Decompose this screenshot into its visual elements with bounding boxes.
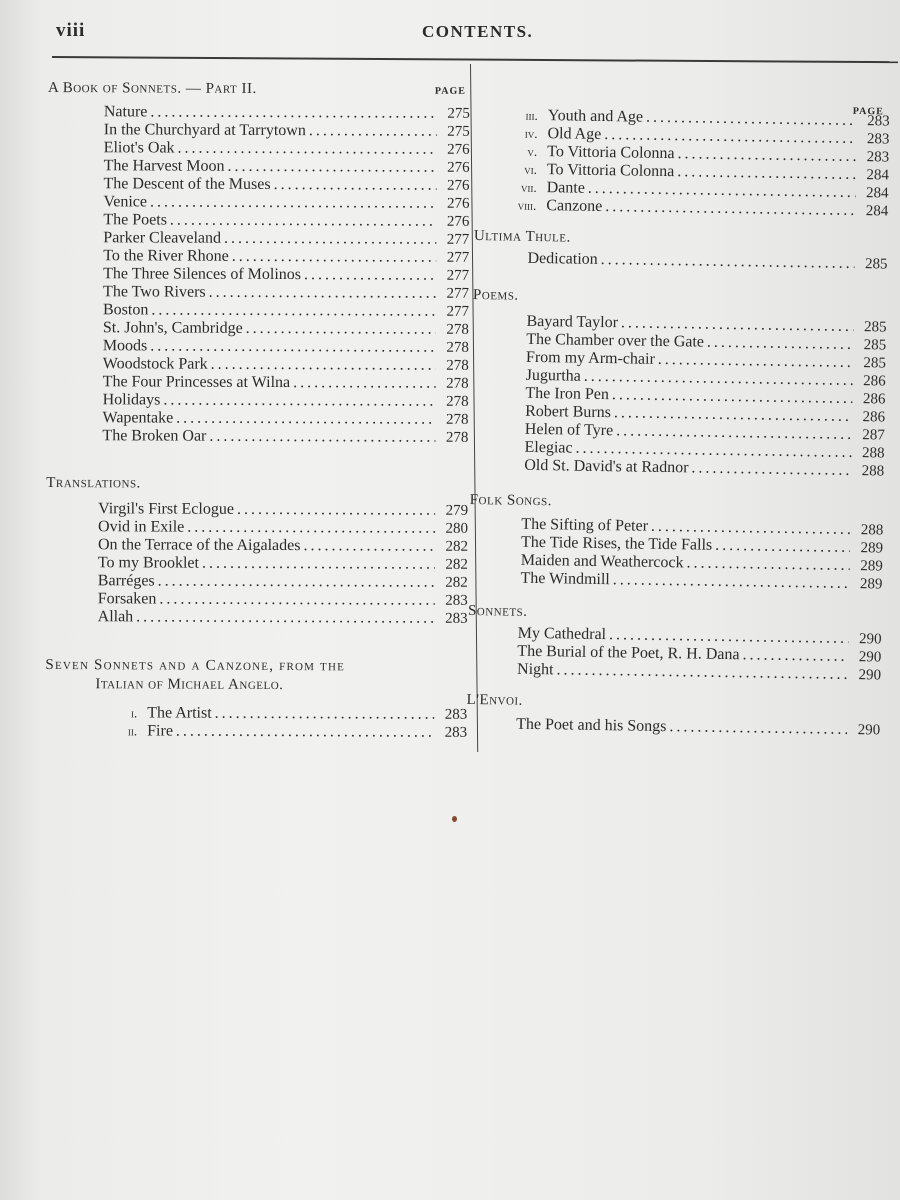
entry-list [45,704,467,742]
dot-leader [232,248,437,267]
toc-entry [516,716,880,740]
entry-list [470,312,886,480]
entry-numeral: i. [130,705,138,721]
entry-page: 282 [445,574,468,591]
entry-title: Jugurtha [525,366,581,385]
entry-numeral: vi. [524,161,538,177]
entry-page: 276 [446,195,470,212]
entry-title: Virgil's First Eclogue [98,500,235,518]
dot-leader [178,140,437,159]
toc-entry [103,193,469,213]
dot-leader [707,334,854,354]
right-column [466,102,890,739]
toc-entry [527,250,887,274]
entry-title: From my Arm-chair [525,348,655,368]
entry-page: 283 [444,706,468,723]
dot-leader [170,212,437,231]
entry-title: Canzone [546,197,603,215]
entry-title: Youth and Age [547,107,644,126]
entry-title: The Chamber over the Gate [526,330,705,351]
entry-numeral: iii. [525,107,538,123]
section-ultima-thule [473,228,888,273]
entry-title: Parker Cleaveland [103,229,222,247]
entry-title: The Descent of the Muses [103,175,271,193]
dot-leader [163,392,435,411]
entry-page: 275 [447,105,470,122]
toc-entry [98,608,468,628]
entry-page: 283 [867,113,890,130]
entry-numeral: viii. [517,197,537,213]
entry-title: Old Age [547,125,602,143]
entry-page: 276 [447,177,470,194]
toc-entry [101,704,467,724]
entry-page: 276 [446,213,470,230]
entry-page: 275 [447,123,470,140]
dot-leader [151,301,436,320]
entry-title: Allah [97,608,134,626]
entry-page: 284 [865,203,889,220]
section-heading: L'Envoi. [466,691,524,709]
dot-leader [202,555,435,574]
dot-leader [246,320,436,339]
entry-page: 278 [446,321,469,338]
toc-entry [102,427,468,447]
entry-numeral: vii. [520,179,537,195]
entry-list [466,715,880,740]
running-head [0,18,900,48]
section-heading: Ultima Thule. [473,227,571,246]
entry-page: 286 [862,409,886,426]
entry-page: 276 [447,141,470,158]
entry-title: Night [516,660,554,679]
entry-page: 277 [446,231,470,248]
dot-leader [150,337,436,356]
section-heading: Translations. [46,474,141,492]
entry-page: 287 [862,427,885,444]
toc-entry [104,121,470,141]
dot-leader [309,122,437,141]
toc-entry [103,301,469,321]
entry-page: 285 [863,355,887,372]
entry-page: 288 [860,522,884,539]
dot-leader [613,571,850,593]
section-sonnets [467,603,882,684]
entry-title: Old St. David's at Radnor [524,456,689,477]
entry-numeral: v. [527,143,538,159]
dot-leader [715,537,850,557]
entry-title: The Burial of the Poet, R. H. Dana [517,642,740,664]
dot-leader [669,718,847,739]
dot-leader [209,428,435,447]
dot-leader [158,572,435,591]
entry-title: Dedication [527,249,598,268]
toc-entry [103,283,469,303]
page-folio: viii [56,20,86,41]
entry-page: 284 [865,185,889,202]
toc-entry [103,211,469,231]
entry-title: The Three Silences of Molinos [103,265,302,284]
entry-page: 290 [858,667,882,684]
entry-page: 285 [863,337,887,354]
section-translations [46,475,469,628]
entry-page: 285 [864,256,888,273]
entry-title: The Broken Oar [102,427,207,445]
entry-page: 277 [446,249,470,266]
toc-entry [103,319,469,339]
dot-leader [150,103,437,122]
dot-leader [691,459,851,480]
section-heading: Poems. [472,286,519,304]
dot-leader [304,266,436,285]
entry-title: To Vittoria Colonna [546,161,675,181]
entry-title: The Four Princesses at Wilna [102,373,291,392]
section-heading: Folk Songs. [469,491,553,510]
entry-page: 278 [446,357,469,374]
toc-entry [98,536,468,556]
entry-title: Wapentake [102,409,174,427]
entry-numeral: iv. [524,125,538,141]
entry-page: 288 [861,445,885,462]
entry-title: The Tide Rises, the Tide Falls [520,533,713,554]
dot-leader [303,537,435,556]
entry-title: The Harvest Moon [103,157,225,175]
entry-title: The Two Rivers [103,283,206,301]
entry-page: 283 [445,610,468,627]
entry-title: St. John's, Cambridge [102,319,243,337]
entry-title: Fire [147,722,173,740]
section-sonnets-part-ii [46,80,470,447]
entry-title: Nature [103,103,148,121]
toc-entry [104,175,470,195]
dot-leader [605,198,855,220]
entry-title: The Sifting of Peter [521,515,649,535]
entry-title: The Poets [103,211,167,229]
toc-entry [103,229,469,249]
entry-title: Helen of Tyre [524,420,614,440]
dot-leader [159,590,434,609]
entry-page: 276 [447,159,470,176]
entry-title: My Cathedral [517,624,607,644]
entry-page: 278 [446,375,469,392]
entry-page: 283 [866,131,890,148]
entry-title: The Poet and his Songs [516,715,667,736]
angelo-continued [474,106,890,220]
entry-list [468,515,883,593]
section-michael-angelo [45,656,467,742]
dot-leader [176,410,435,429]
entry-title: On the Terrace of the Aigalades [97,536,301,555]
dot-leader [211,356,436,375]
entry-page: 277 [446,285,470,302]
entry-title: The Windmill [520,569,610,589]
entry-page: 285 [863,319,887,336]
entry-page: 279 [445,502,469,519]
entry-title: Boston [102,301,149,319]
toc-entry [104,139,470,159]
toc-entry [104,103,470,123]
page-column-label: PAGE [852,105,884,118]
entry-title: To my Brooklet [97,554,200,572]
entry-page: 290 [858,649,882,666]
entry-title: Robert Burns [525,402,612,422]
toc-entry [98,518,468,538]
dot-leader [224,230,436,249]
toc-entry [103,265,469,285]
entry-title: In the Churchyard at Tarrytown [103,121,306,140]
entry-title: Eliot's Oak [103,139,175,157]
entry-title: The Artist [147,704,212,722]
section-heading: A Book of Sonnets. — Part II. [47,80,257,97]
dot-leader [150,193,437,212]
toc-entry [103,373,469,393]
entry-title: Forsaken [97,590,157,608]
dot-leader [227,158,436,177]
section-poems [470,287,887,480]
entry-page: 278 [445,429,469,446]
dot-leader [215,705,435,724]
entry-list [46,500,469,628]
entry-page: 278 [446,393,469,410]
entry-page: 288 [861,463,885,480]
entry-title: To Vittoria Colonna [547,143,675,163]
entry-page: 278 [445,411,469,428]
entry-title: Dante [546,179,585,197]
entry-page: 289 [859,576,883,593]
entry-page: 284 [866,167,890,184]
dot-leader [136,608,435,627]
entry-page: 280 [445,520,469,537]
toc-entry [102,409,468,429]
entry-page: 289 [860,540,884,557]
entry-numeral: ii. [127,723,138,739]
dot-leader [556,661,848,684]
entry-page: 286 [863,373,886,390]
dot-leader [274,176,437,195]
entry-title: Ovid in Exile [98,518,185,536]
entry-page: 286 [862,391,886,408]
entry-page: 290 [857,722,881,739]
entry-page: 289 [860,558,883,575]
toc-entry [98,590,468,610]
toc-entry [103,355,469,375]
toc-entry [98,500,468,520]
toc-entry [104,157,470,177]
entry-page: 290 [858,631,882,648]
entry-title: Holidays [102,391,161,409]
dot-leader [209,284,436,303]
dot-leader [176,723,434,742]
dot-leader [187,519,435,538]
section-heading-line1: Seven Sonnets and a Canzone, from the [45,656,346,675]
dot-leader [293,374,436,393]
entry-title: Elegiac [524,438,573,457]
entry-title: Barréges [97,572,155,590]
toc-entry [98,554,468,574]
toc-entry [101,722,467,742]
page-title: CONTENTS. [422,22,534,41]
left-column [45,80,470,742]
section-lenvoi [466,692,881,739]
entry-page: 283 [445,592,468,609]
section-heading: Sonnets. [467,602,528,620]
entry-title: Moods [102,337,148,355]
entry-title: Bayard Taylor [526,312,619,332]
entry-list [46,103,469,447]
section-heading-line2: Italian of Michael Angelo. [95,676,284,694]
dot-leader [237,501,435,520]
entry-page: 277 [446,267,470,284]
section-folk-songs [468,492,883,593]
toc-entry [103,247,469,267]
entry-title: Maiden and Weathercock [520,551,684,572]
entry-title: The Iron Pen [525,384,610,404]
entry-list [467,624,882,684]
entry-title: Venice [103,193,148,211]
header-rule [52,56,898,63]
dot-leader [601,251,855,273]
entry-page: 277 [446,303,470,320]
entry-page: 282 [445,538,469,555]
entry-list [473,249,887,274]
page-column-label: PAGE [434,85,466,97]
paper-spot [452,816,457,822]
toc-entry [98,572,468,592]
entry-page: 282 [445,556,468,573]
dot-leader [742,646,848,666]
entry-title: To the River Rhone [103,247,229,265]
entry-page: 278 [446,339,469,356]
toc-entry [103,391,469,411]
entry-page: 283 [866,149,890,166]
entry-title: Woodstock Park [102,355,208,373]
entry-page: 283 [444,724,468,741]
toc-entry [103,337,469,357]
